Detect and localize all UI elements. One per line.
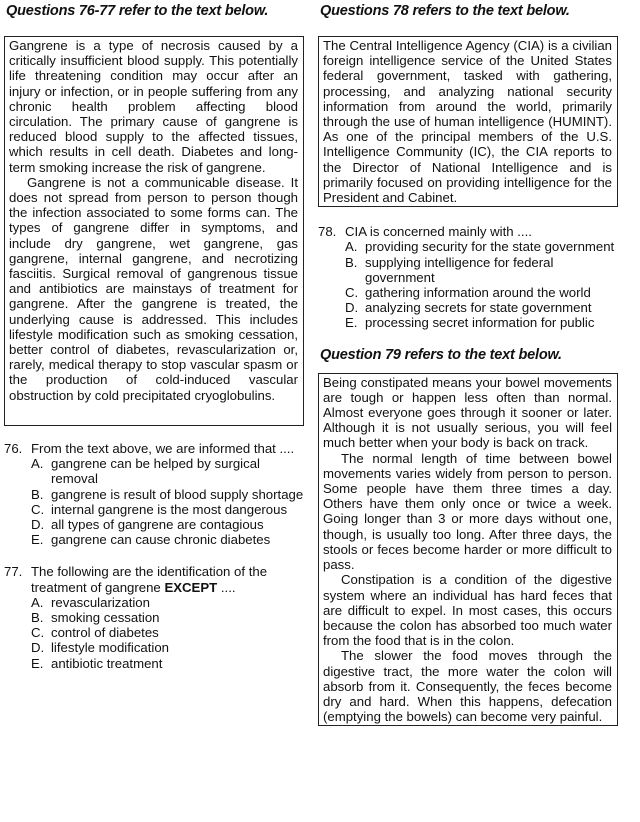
question-number: 77. (4, 564, 23, 580)
question-76 (4, 441, 304, 547)
except-emphasis: EXCEPT (164, 579, 218, 595)
option-a[interactable]: A. gangrene can be helped by surgical removal (31, 456, 260, 487)
passage-paragraph: The Central Intelligence Agency (CIA) is a civilian foreign intelligence service of the United States federal government, tasked with gathering, processing, and analyzing national security information from around the world, primarily through the use of human intelligence (HUMINT). As one of the principal members of the U.S. Intelligence Community (IC), the CIA reports to the Director of National Intelligence and is primarily focused on providing intelligence for the President and Cabinet. (323, 38, 612, 206)
option-e[interactable]: E. processing secret information for public (345, 315, 595, 331)
right-column (318, 0, 618, 726)
question-stem: The following are the identification of the treatment of gangrene EXCEPT .... (31, 564, 268, 595)
option-e[interactable]: E. gangrene can cause chronic diabetes (31, 532, 271, 548)
option-e[interactable]: E. antibiotic treatment (31, 655, 163, 671)
option-b[interactable]: B. smoking cessation (31, 610, 160, 626)
question-78 (318, 224, 618, 330)
question-stem: From the text above, we are informed that .... (31, 441, 295, 456)
heading-question-78: Questions 78 refers to the text below. (320, 3, 570, 19)
question-77 (4, 564, 304, 670)
passage-paragraph: The slower the food moves through the digestive tract, the more water the colon will absorb from it. Consequently, the feces become dry and hard. When this happens, defecation (emptying the bowels) can become very painful. (323, 648, 612, 725)
passage-paragraph: The normal length of time between bowel movements varies widely from person to person. Some people have them three times a day. Others have them only once or twice a week. Going longer than 3 or more days without one, though, is usually too long. After three days, the stools or feces become harder or more difficult to pass. (323, 450, 612, 573)
option-c[interactable]: C. internal gangrene is the most dangerous (31, 501, 288, 517)
option-d[interactable]: D. all types of gangrene are contagious (31, 517, 264, 533)
option-b[interactable]: B. supplying intelligence for federal government (345, 254, 554, 285)
option-d[interactable]: D. analyzing secrets for state government (345, 300, 592, 316)
heading-question-79: Question 79 refers to the text below. (320, 346, 562, 363)
question-number: 78. (318, 224, 337, 240)
passage-paragraph: Constipation is a condition of the digestive system where an individual has hard feces that are difficult to expel. In most cases, this occurs because the colon has absorbed too much water from the food that is in the colon. (323, 572, 612, 649)
question-number: 76. (4, 441, 23, 456)
left-column (4, 0, 304, 671)
option-c[interactable]: C. gathering information around the world (345, 285, 591, 301)
heading-questions-76-77: Questions 76-77 refer to the text below. (6, 3, 269, 19)
passage-paragraph: Being constipated means your bowel movements are tough or happen less often than normal. Almost everyone goes through it sooner or later. Although it is not usually serious, you will feel much better when your body is back on track. (323, 374, 612, 451)
option-a[interactable]: A. providing security for the state government (345, 239, 615, 255)
option-b[interactable]: B. gangrene is result of blood supply shortage (31, 486, 304, 502)
question-stem: CIA is concerned mainly with .... (345, 224, 532, 240)
option-d[interactable]: D. lifestyle modification (31, 640, 170, 656)
passage-paragraph: Gangrene is a type of necrosis caused by a critically insufficient blood supply. This potentially life threatening condition may occur after an injury or infection, or in people suffering from any chronic health problem affecting blood circulation. The primary cause of gangrene is reduced blood supply to the affected tissues, which results in cell death. Diabetes and long-term smoking increase the risk of gangrene. (9, 38, 298, 175)
passage-gangrene (4, 36, 304, 426)
option-c[interactable]: C. control of diabetes (31, 625, 159, 641)
passage-cia (318, 36, 618, 207)
passage-paragraph: Gangrene is not a communicable disease. It does not spread from person to person though the infection associated to some forms can. The types of gangrene differ in symptoms, and include dry gangrene, wet gangrene, gas gangrene, internal gangrene, and necrotizing fasciitis. Surgical removal of gangrenous tissue and antibiotics are mainstays of treatment for gangrene. After the gangrene is treated, the underlying cause is addressed. This includes lifestyle modification such as smoking cessation, better control of diabetes, revascularization or, rarely, medical therapy to stop vascular spasm or the production of cold-induced vascular obstruction by cold precipitated cryoglobulins. (9, 174, 298, 403)
option-a[interactable]: A. revascularization (31, 594, 150, 610)
passage-constipation (318, 373, 618, 727)
